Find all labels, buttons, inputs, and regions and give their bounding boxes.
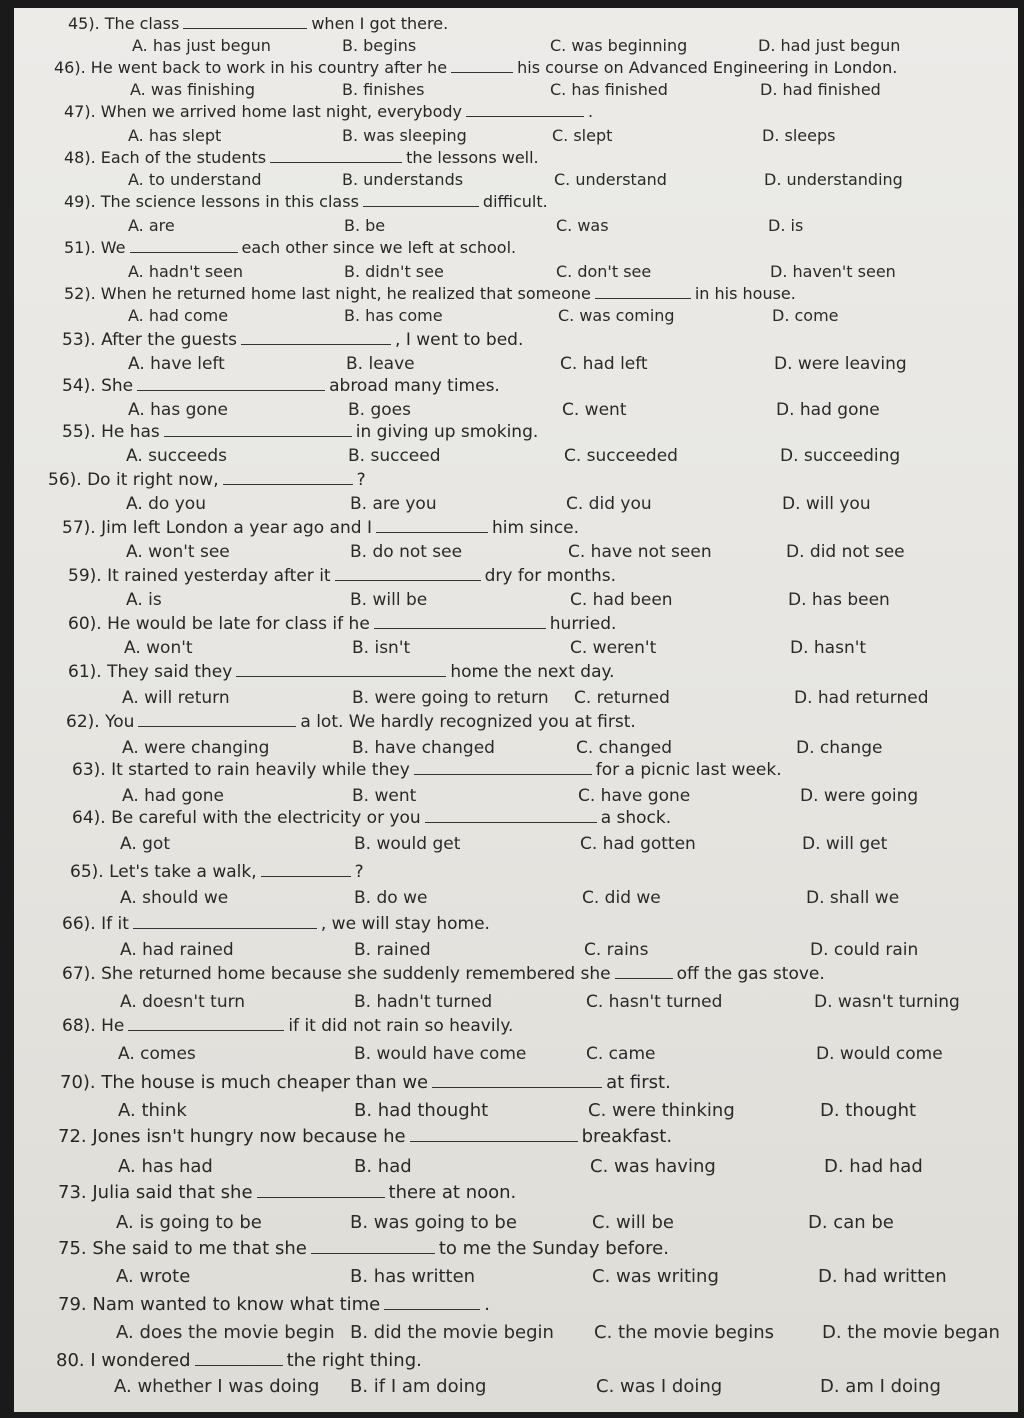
answer-option-b[interactable]: B. did the movie begin xyxy=(350,1322,554,1343)
answer-option-c[interactable]: C. was I doing xyxy=(596,1376,723,1397)
answer-option-b[interactable]: B. has come xyxy=(344,306,443,325)
question-stem xyxy=(68,566,616,586)
question-number: 51). xyxy=(64,238,96,257)
question-number: 64). xyxy=(72,808,106,828)
answer-option-b[interactable]: B. understands xyxy=(342,170,464,189)
answer-option-d[interactable]: D. wasn't turning xyxy=(814,992,960,1012)
answer-option-a[interactable]: A. wrote xyxy=(116,1266,191,1287)
answer-blank[interactable] xyxy=(451,71,513,73)
answer-option-a[interactable]: A. has gone xyxy=(128,400,229,420)
question-number: 73. xyxy=(58,1182,87,1203)
answer-option-b[interactable]: B. had xyxy=(354,1156,412,1177)
question-text-after: for a picnic last week. xyxy=(595,760,782,780)
question-text-before: Be careful with the electricity or you xyxy=(111,808,421,828)
answer-blank[interactable] xyxy=(363,205,479,207)
answer-blank[interactable] xyxy=(595,297,691,299)
answer-option-b[interactable]: B. do not see xyxy=(350,542,463,562)
answer-option-d[interactable]: D. come xyxy=(772,306,839,325)
question-text-before: The class xyxy=(104,14,180,33)
answer-option-c[interactable]: C. went xyxy=(562,400,627,420)
question-text-after: home the next day. xyxy=(450,662,615,682)
question-stem xyxy=(56,1350,422,1371)
question-text-before: It started to rain heavily while they xyxy=(111,760,410,780)
answer-blank[interactable] xyxy=(138,725,296,727)
answer-blank[interactable] xyxy=(414,773,592,775)
answer-blank[interactable] xyxy=(164,435,352,437)
answer-option-b[interactable]: B. are you xyxy=(350,494,437,514)
question-text-before: She returned home because she suddenly remembered she xyxy=(101,964,611,984)
answer-option-a[interactable]: A. had gone xyxy=(122,786,224,806)
question-stem xyxy=(48,470,366,490)
question-stem xyxy=(64,102,593,121)
question-stem xyxy=(64,192,548,211)
question-stem xyxy=(62,330,523,350)
question-text-before: You xyxy=(105,712,135,732)
answer-blank[interactable] xyxy=(410,1140,578,1142)
answer-option-a[interactable]: A. has had xyxy=(118,1156,213,1177)
answer-option-c[interactable]: C. don't see xyxy=(556,262,652,281)
answer-blank[interactable] xyxy=(311,1252,435,1254)
question-stem xyxy=(58,1238,669,1259)
answer-option-a[interactable]: A. has slept xyxy=(128,126,222,145)
answer-option-a[interactable]: A. hadn't seen xyxy=(128,262,243,281)
question-text-after: to me the Sunday before. xyxy=(438,1238,669,1259)
answer-option-d[interactable]: D. had written xyxy=(818,1266,947,1287)
answer-option-b[interactable]: B. if I am doing xyxy=(350,1376,487,1397)
question-text-after: abroad many times. xyxy=(329,376,500,396)
question-text-after: a lot. We hardly recognized you at first. xyxy=(300,712,636,732)
answer-blank[interactable] xyxy=(137,389,325,391)
answer-option-d[interactable]: D. did not see xyxy=(786,542,905,562)
question-text-after: , I went to bed. xyxy=(395,330,524,350)
question-number: 47). xyxy=(64,102,96,121)
answer-option-b[interactable]: B. would get xyxy=(354,834,461,854)
question-text-before: We xyxy=(100,238,126,257)
question-stem xyxy=(64,148,539,167)
question-text-before: Nam wanted to know what time xyxy=(92,1294,381,1315)
answer-option-d[interactable]: D. change xyxy=(796,738,883,758)
answer-option-d[interactable]: D. can be xyxy=(808,1212,894,1233)
answer-option-c[interactable]: C. had gotten xyxy=(580,834,696,854)
question-number: 54). xyxy=(62,376,96,396)
answer-option-a[interactable]: A. won't xyxy=(124,638,193,658)
answer-blank[interactable] xyxy=(384,1308,480,1310)
answer-option-d[interactable]: D. had returned xyxy=(794,688,929,708)
question-text-after: in his house. xyxy=(694,284,796,303)
question-number: 55). xyxy=(62,422,96,442)
answer-option-b[interactable]: B. goes xyxy=(348,400,411,420)
answer-option-c[interactable]: C. slept xyxy=(552,126,613,145)
answer-option-d[interactable]: D. has been xyxy=(788,590,890,610)
question-stem xyxy=(60,1072,671,1093)
answer-option-b[interactable]: B. begins xyxy=(342,36,417,55)
answer-blank[interactable] xyxy=(376,531,488,533)
answer-option-d[interactable]: D. were going xyxy=(800,786,919,806)
answer-option-d[interactable]: D. had finished xyxy=(760,80,881,99)
answer-option-d[interactable]: D. sleeps xyxy=(762,126,836,145)
question-stem xyxy=(58,1126,672,1147)
answer-option-a[interactable]: A. to understand xyxy=(128,170,262,189)
question-text-after: ? xyxy=(354,862,364,882)
question-number: 45). xyxy=(68,14,100,33)
question-stem xyxy=(64,284,796,303)
question-text-before: Each of the students xyxy=(100,148,267,167)
answer-blank[interactable] xyxy=(466,115,584,117)
answer-option-c[interactable]: C. did we xyxy=(582,888,661,908)
question-number: 66). xyxy=(62,914,96,934)
question-text-after: the lessons well. xyxy=(406,148,539,167)
answer-option-c[interactable]: C. had left xyxy=(560,354,648,374)
question-text-before: The house is much cheaper than we xyxy=(101,1072,429,1093)
answer-option-c[interactable]: C. have not seen xyxy=(568,542,712,562)
question-number: 52). xyxy=(64,284,96,303)
question-number: 46). xyxy=(54,58,86,77)
answer-option-b[interactable]: B. was sleeping xyxy=(342,126,467,145)
question-stem xyxy=(68,662,615,682)
question-text-before: The science lessons in this class xyxy=(100,192,359,211)
answer-option-a[interactable]: A. succeeds xyxy=(126,446,228,466)
question-text-after: off the gas stove. xyxy=(676,964,825,984)
question-text-after: when I got there. xyxy=(311,14,449,33)
answer-option-c[interactable]: C. was writing xyxy=(592,1266,719,1287)
answer-blank[interactable] xyxy=(615,977,673,979)
question-number: 60). xyxy=(68,614,102,634)
answer-option-a[interactable]: A. had rained xyxy=(120,940,234,960)
question-text-before: It rained yesterday after it xyxy=(107,566,331,586)
question-text-before: Jim left London a year ago and I xyxy=(101,518,372,538)
answer-option-d[interactable]: D. is xyxy=(768,216,804,235)
question-stem xyxy=(62,964,825,984)
answer-option-c[interactable]: C. were thinking xyxy=(588,1100,735,1121)
question-text-after: hurried. xyxy=(549,614,617,634)
answer-option-b[interactable]: B. had thought xyxy=(354,1100,489,1121)
answer-option-a[interactable]: A. whether I was doing xyxy=(114,1376,320,1397)
answer-option-b[interactable]: B. will be xyxy=(350,590,428,610)
answer-option-d[interactable]: D. hasn't xyxy=(790,638,867,658)
question-number: 80. xyxy=(56,1350,85,1371)
question-number: 59). xyxy=(68,566,102,586)
answer-blank[interactable] xyxy=(257,1196,385,1198)
answer-option-c[interactable]: C. came xyxy=(586,1044,656,1064)
question-stem xyxy=(62,422,538,442)
answer-option-a[interactable]: A. doesn't turn xyxy=(120,992,246,1012)
answer-option-b[interactable]: B. have changed xyxy=(352,738,495,758)
question-text-before: She xyxy=(101,376,134,396)
question-text-after: there at noon. xyxy=(388,1182,517,1203)
question-text-after: dry for months. xyxy=(484,566,617,586)
answer-option-a[interactable]: A. will return xyxy=(122,688,230,708)
question-text-before: He xyxy=(101,1016,125,1036)
question-stem xyxy=(68,14,448,33)
question-text-after: a shock. xyxy=(600,808,672,828)
answer-option-a[interactable]: A. think xyxy=(118,1100,187,1121)
answer-blank[interactable] xyxy=(236,675,446,677)
question-stem xyxy=(72,760,782,780)
answer-option-b[interactable]: B. be xyxy=(344,216,386,235)
answer-option-a[interactable]: A. has just begun xyxy=(132,36,271,55)
answer-option-b[interactable]: B. were going to return xyxy=(352,688,549,708)
question-number: 57). xyxy=(62,518,96,538)
question-stem xyxy=(62,1016,513,1036)
answer-option-c[interactable]: C. has finished xyxy=(550,80,668,99)
answer-option-b[interactable]: B. rained xyxy=(354,940,431,960)
answer-option-a[interactable]: A. were changing xyxy=(122,738,270,758)
question-text-after: in giving up smoking. xyxy=(355,422,539,442)
question-text-after: if it did not rain so heavily. xyxy=(288,1016,514,1036)
question-stem xyxy=(68,614,616,634)
question-number: 75. xyxy=(58,1238,87,1259)
answer-blank[interactable] xyxy=(130,251,238,253)
answer-option-d[interactable]: D. will you xyxy=(782,494,871,514)
answer-option-a[interactable]: A. got xyxy=(120,834,170,854)
question-text-before: Julia said that she xyxy=(92,1182,253,1203)
question-number: 79. xyxy=(58,1294,87,1315)
question-number: 53). xyxy=(62,330,96,350)
answer-option-c[interactable]: C. rains xyxy=(584,940,649,960)
answer-option-c[interactable]: C. weren't xyxy=(570,638,657,658)
question-stem xyxy=(62,914,490,934)
question-text-before: Let's take a walk, xyxy=(109,862,257,882)
question-number: 72. xyxy=(58,1126,87,1147)
answer-option-c[interactable]: C. changed xyxy=(576,738,673,758)
answer-option-a[interactable]: A. is xyxy=(126,590,162,610)
answer-option-d[interactable]: D. the movie began xyxy=(822,1322,1000,1343)
answer-blank[interactable] xyxy=(425,821,597,823)
answer-option-d[interactable]: D. were leaving xyxy=(774,354,907,374)
question-text-before: He would be late for class if he xyxy=(107,614,370,634)
answer-option-c[interactable]: C. have gone xyxy=(578,786,691,806)
answer-option-a[interactable]: A. had come xyxy=(128,306,229,325)
question-text-after: difficult. xyxy=(482,192,548,211)
question-stem xyxy=(70,862,364,882)
question-number: 67). xyxy=(62,964,96,984)
question-text-before: Jones isn't hungry now because he xyxy=(92,1126,406,1147)
answer-option-b[interactable]: B. finishes xyxy=(342,80,425,99)
answer-option-a[interactable]: A. are xyxy=(128,216,175,235)
question-stem xyxy=(66,712,636,732)
answer-option-a[interactable]: A. comes xyxy=(118,1044,196,1064)
question-number: 70). xyxy=(60,1072,96,1093)
question-text-before: They said they xyxy=(107,662,233,682)
answer-option-a[interactable]: A. does the movie begin xyxy=(116,1322,335,1343)
answer-blank[interactable] xyxy=(432,1086,602,1088)
question-text-after: , we will stay home. xyxy=(320,914,490,934)
question-stem xyxy=(58,1294,490,1315)
answer-option-b[interactable]: B. was going to be xyxy=(350,1212,517,1233)
answer-blank[interactable] xyxy=(128,1029,284,1031)
question-text-after: at first. xyxy=(606,1072,671,1093)
answer-option-c[interactable]: C. was beginning xyxy=(550,36,688,55)
question-stem xyxy=(54,58,897,77)
answer-option-a[interactable]: A. was finishing xyxy=(130,80,256,99)
answer-option-c[interactable]: C. hasn't turned xyxy=(586,992,723,1012)
answer-option-c[interactable]: C. was xyxy=(556,216,609,235)
answer-option-b[interactable]: B. isn't xyxy=(352,638,411,658)
answer-option-b[interactable]: B. hadn't turned xyxy=(354,992,493,1012)
answer-blank[interactable] xyxy=(241,343,391,345)
answer-option-d[interactable]: D. had just begun xyxy=(758,36,901,55)
answer-blank[interactable] xyxy=(335,579,481,581)
answer-option-a[interactable]: A. won't see xyxy=(126,542,230,562)
question-number: 62). xyxy=(66,712,100,732)
answer-option-c[interactable]: C. had been xyxy=(570,590,673,610)
question-text-before: Do it right now, xyxy=(87,470,219,490)
answer-option-a[interactable]: A. have left xyxy=(128,354,225,374)
answer-blank[interactable] xyxy=(195,1364,283,1366)
answer-option-a[interactable]: A. should we xyxy=(120,888,229,908)
question-stem xyxy=(58,1182,516,1203)
answer-blank[interactable] xyxy=(183,27,307,29)
answer-blank[interactable] xyxy=(374,627,546,629)
answer-option-b[interactable]: B. didn't see xyxy=(344,262,444,281)
question-stem xyxy=(62,518,579,538)
answer-blank[interactable] xyxy=(223,483,353,485)
question-text-before: I wondered xyxy=(90,1350,191,1371)
answer-blank[interactable] xyxy=(270,161,402,163)
answer-option-c[interactable]: C. was having xyxy=(590,1156,716,1177)
question-stem xyxy=(72,808,671,828)
question-text-after: . xyxy=(484,1294,490,1315)
answer-option-d[interactable]: D. haven't seen xyxy=(770,262,896,281)
question-text-after: ? xyxy=(356,470,366,490)
question-stem xyxy=(62,376,500,396)
question-text-before: After the guests xyxy=(101,330,238,350)
question-number: 68). xyxy=(62,1016,96,1036)
question-number: 56). xyxy=(48,470,82,490)
answer-option-d[interactable]: D. will get xyxy=(802,834,888,854)
answer-option-d[interactable]: D. succeeding xyxy=(780,446,901,466)
answer-option-c[interactable]: C. was coming xyxy=(558,306,675,325)
question-number: 61). xyxy=(68,662,102,682)
question-text-after: each other since we left at school. xyxy=(241,238,517,257)
question-text-before: When he returned home last night, he realized that someone xyxy=(100,284,591,303)
question-number: 65). xyxy=(70,862,104,882)
question-text-after: the right thing. xyxy=(286,1350,422,1371)
answer-option-c[interactable]: C. succeeded xyxy=(564,446,678,466)
question-text-after: breakfast. xyxy=(581,1126,673,1147)
answer-option-d[interactable]: D. shall we xyxy=(806,888,900,908)
answer-option-b[interactable]: B. would have come xyxy=(354,1044,527,1064)
answer-option-d[interactable]: D. had gone xyxy=(776,400,880,420)
answer-blank[interactable] xyxy=(133,927,317,929)
answer-option-a[interactable]: A. do you xyxy=(126,494,206,514)
answer-option-c[interactable]: C. did you xyxy=(566,494,652,514)
question-number: 49). xyxy=(64,192,96,211)
answer-blank[interactable] xyxy=(261,875,351,877)
answer-option-c[interactable]: C. understand xyxy=(554,170,667,189)
question-text-before: She said to me that she xyxy=(92,1238,307,1259)
answer-option-d[interactable]: D. thought xyxy=(820,1100,917,1121)
answer-option-b[interactable]: B. do we xyxy=(354,888,428,908)
answer-option-d[interactable]: D. am I doing xyxy=(820,1376,941,1397)
question-text-before: If it xyxy=(101,914,129,934)
answer-option-a[interactable]: A. is going to be xyxy=(116,1212,262,1233)
answer-option-b[interactable]: B. succeed xyxy=(348,446,441,466)
answer-option-b[interactable]: B. has written xyxy=(350,1266,476,1287)
answer-option-d[interactable]: D. had had xyxy=(824,1156,923,1177)
question-number: 48). xyxy=(64,148,96,167)
answer-option-c[interactable]: C. the movie begins xyxy=(594,1322,774,1343)
answer-option-d[interactable]: D. could rain xyxy=(810,940,919,960)
question-text-after: . xyxy=(588,102,594,121)
answer-option-c[interactable]: C. returned xyxy=(574,688,670,708)
question-stem xyxy=(64,238,516,257)
exercise-sheet xyxy=(14,8,1018,1412)
answer-option-b[interactable]: B. went xyxy=(352,786,417,806)
question-text-before: He went back to work in his country after he xyxy=(90,58,448,77)
answer-option-d[interactable]: D. understanding xyxy=(764,170,903,189)
answer-option-b[interactable]: B. leave xyxy=(346,354,415,374)
question-text-before: He has xyxy=(101,422,160,442)
question-text-after: him since. xyxy=(492,518,580,538)
answer-option-d[interactable]: D. would come xyxy=(816,1044,943,1064)
question-text-before: When we arrived home last night, everybody xyxy=(100,102,462,121)
question-number: 63). xyxy=(72,760,106,780)
answer-option-c[interactable]: C. will be xyxy=(592,1212,674,1233)
question-text-after: his course on Advanced Engineering in London. xyxy=(517,58,898,77)
